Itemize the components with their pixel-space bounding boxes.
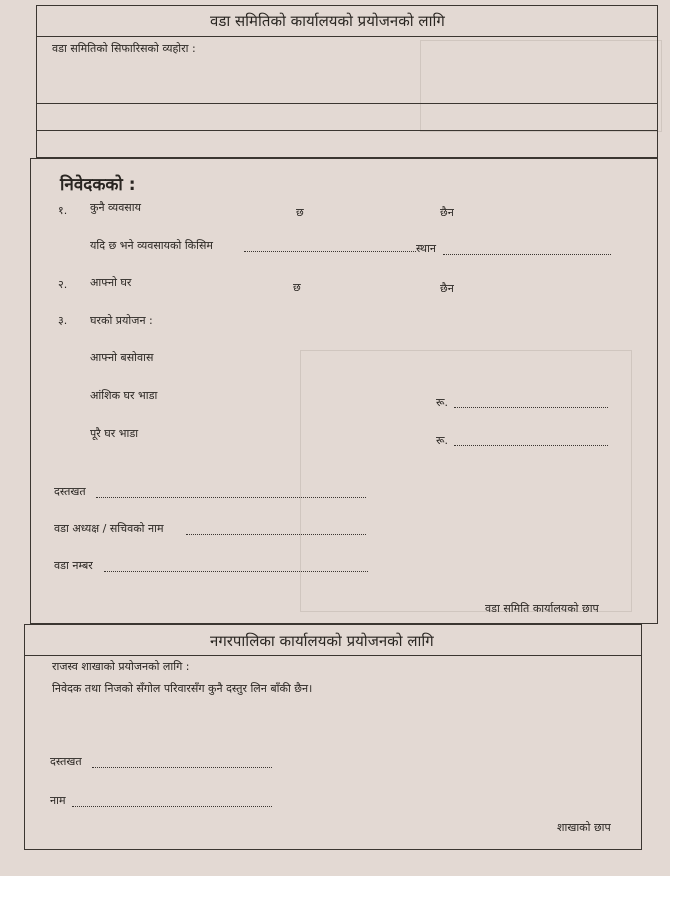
ward-number-label: वडा नम्बर <box>54 559 93 572</box>
muni-name-label: नाम <box>50 794 66 807</box>
clearance-statement: निवेदक तथा निजको सँगोल परिवारसँग कुनै दस्तुर लिन बाँकी छैन। <box>52 682 313 695</box>
ward-signature-label: दस्तखत <box>54 485 86 498</box>
item-3-number: ३. <box>58 314 68 327</box>
recommendation-rule-1 <box>36 103 658 104</box>
chair-name-label: वडा अध्यक्ष / सचिवको नाम <box>54 522 164 535</box>
item-1-number: १. <box>58 204 68 217</box>
own-residence-label: आफ्नो बसोवास <box>90 351 154 364</box>
muni-signature-label: दस्तखत <box>50 755 82 768</box>
chair-name-field[interactable] <box>186 534 366 535</box>
own-house-no[interactable]: छैन <box>440 282 454 295</box>
revenue-branch-label: राजस्व शाखाको प्रयोजनको लागि : <box>52 660 190 673</box>
full-rent-field[interactable] <box>454 445 608 446</box>
municipality-section-box <box>24 624 642 850</box>
partial-rent-field[interactable] <box>454 407 608 408</box>
full-rent-label: पूरै घर भाडा <box>90 427 139 440</box>
place-label: स्थान <box>416 242 437 255</box>
business-no[interactable]: छैन <box>440 206 454 219</box>
ward-number-field[interactable] <box>104 571 368 572</box>
applicant-heading: निवेदकको : <box>60 175 136 195</box>
muni-name-field[interactable] <box>72 806 272 807</box>
municipality-section-title: नगरपालिका कार्यालयको प्रयोजनको लागि <box>210 632 434 650</box>
ward-section-title: वडा समितिको कार्यालयको प्रयोजनको लागि <box>210 12 445 30</box>
business-type-field[interactable] <box>244 251 416 252</box>
recommendation-rule-2 <box>36 130 658 131</box>
partial-rent-label: आंशिक घर भाडा <box>90 389 158 402</box>
place-field[interactable] <box>443 254 611 255</box>
ward-title-rule <box>36 36 658 37</box>
full-rent-currency: रू. <box>436 434 449 447</box>
business-yes[interactable]: छ <box>296 206 304 219</box>
recommendation-label: वडा समितिको सिफारिसको व्यहोरा : <box>52 42 196 55</box>
business-label: कुनै व्यवसाय <box>90 201 141 214</box>
ward-stamp-label: वडा समिति कार्यालयको छाप <box>485 602 599 615</box>
house-purpose-label: घरको प्रयोजन : <box>90 314 153 327</box>
own-house-label: आफ्नो घर <box>90 276 132 289</box>
muni-signature-field[interactable] <box>92 767 272 768</box>
branch-stamp-label: शाखाको छाप <box>557 821 611 834</box>
own-house-yes[interactable]: छ <box>293 281 301 294</box>
item-2-number: २. <box>58 278 68 291</box>
municipality-title-rule <box>24 655 642 656</box>
partial-rent-currency: रू. <box>436 396 449 409</box>
ward-signature-field[interactable] <box>96 497 366 498</box>
business-type-label: यदि छ भने व्यवसायको किसिम <box>90 239 213 252</box>
